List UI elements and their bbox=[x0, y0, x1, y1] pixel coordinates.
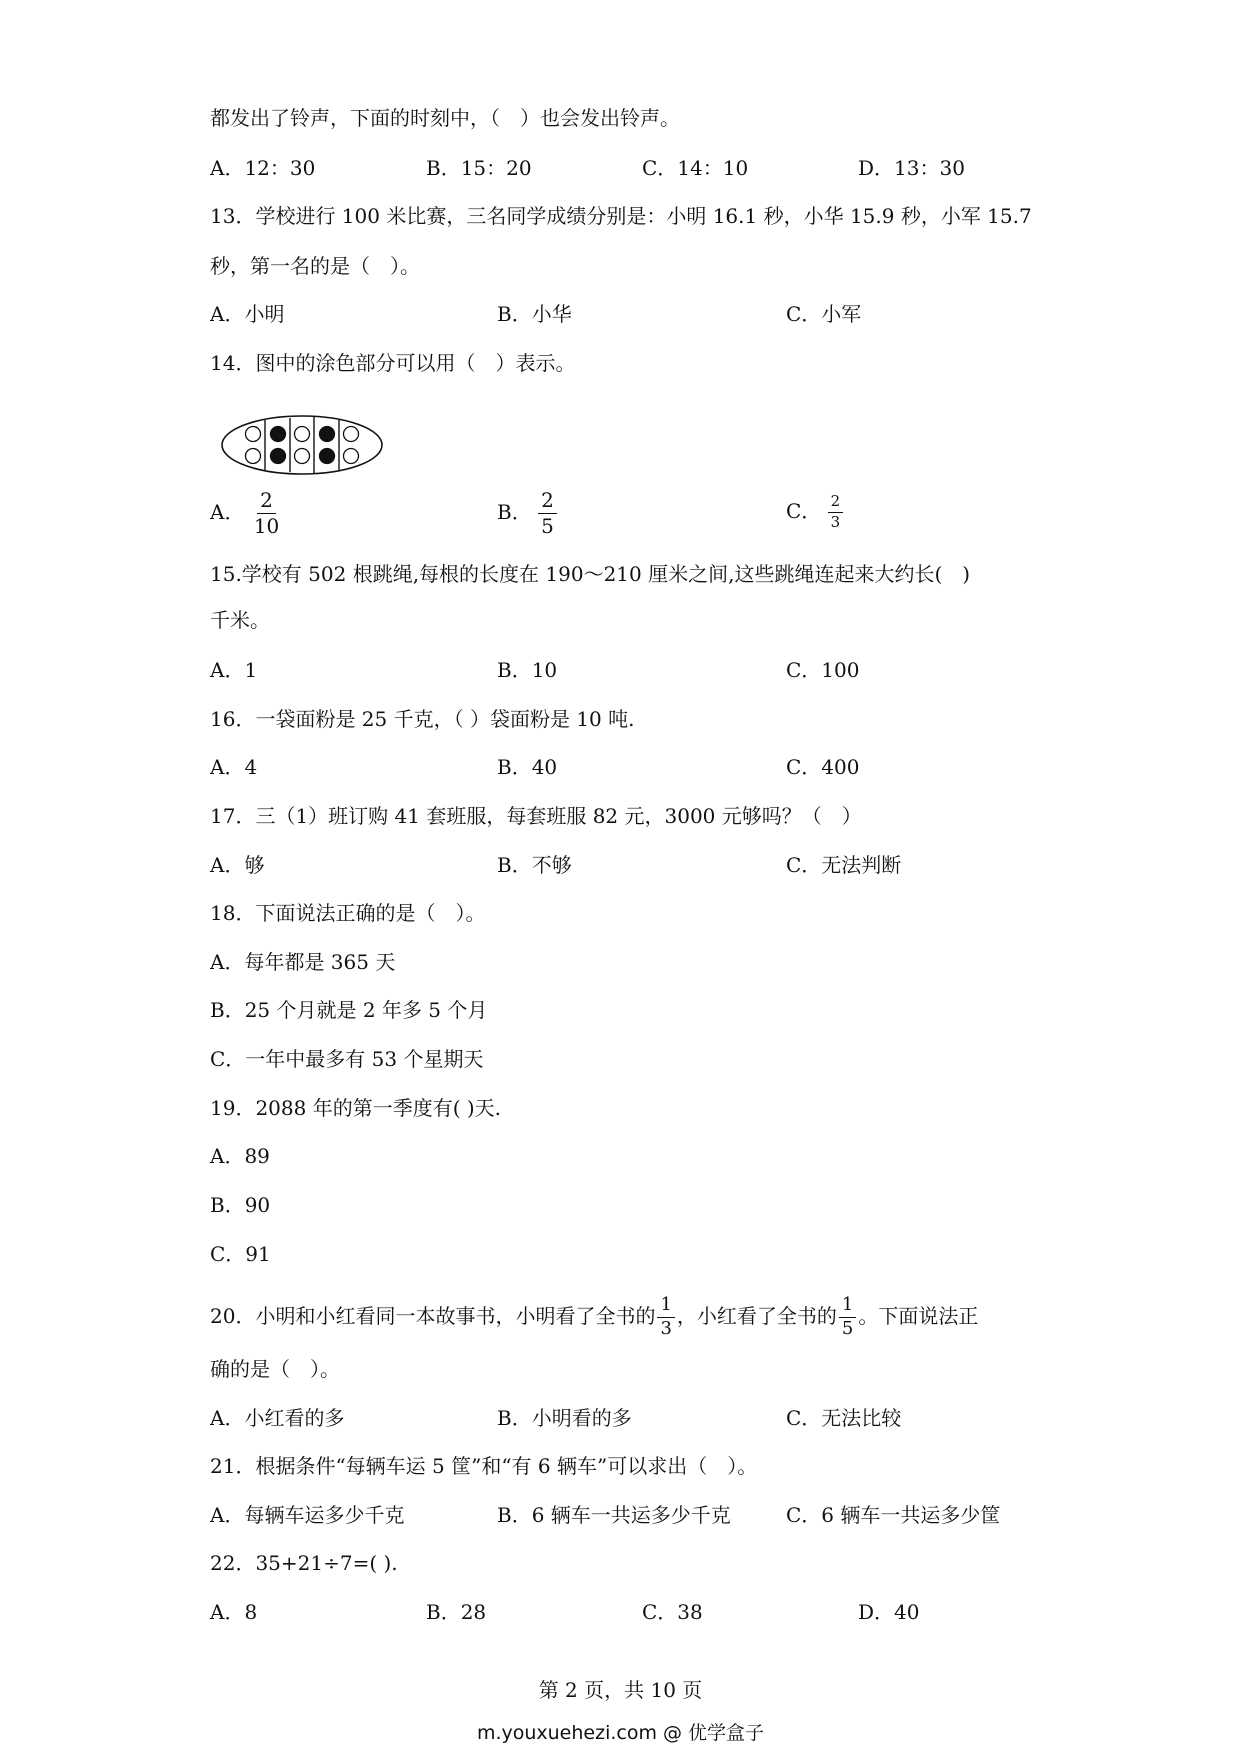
filled-circle bbox=[271, 449, 286, 464]
empty-circle bbox=[246, 449, 261, 464]
fraction-denominator: 5 bbox=[841, 1317, 854, 1339]
q14-shaded-circles-figure bbox=[220, 414, 384, 476]
empty-circle bbox=[295, 427, 310, 442]
q13-stem-line1: 13．学校进行 100 米比赛，三名同学成绩分别是：小明 16.1 秒，小华 15.9 秒，小军 15.7 bbox=[210, 204, 1032, 228]
q16-option-a[interactable]: A．4 bbox=[210, 755, 258, 779]
q12-stem-tail: 都发出了铃声，下面的时刻中，（ ）也会发出铃声。 bbox=[210, 106, 680, 130]
q17-option-b[interactable]: B．不够 bbox=[497, 853, 572, 877]
q18-option-c[interactable]: C．一年中最多有 53 个星期天 bbox=[210, 1047, 484, 1071]
q16-option-c[interactable]: C．400 bbox=[786, 755, 860, 779]
fraction-numerator: 2 bbox=[257, 490, 276, 514]
q18-option-a[interactable]: A．每年都是 365 天 bbox=[210, 950, 396, 974]
q22-option-c[interactable]: C．38 bbox=[642, 1600, 703, 1624]
watermark: m.youxuehezi.com @ 优学盒子 bbox=[476, 1722, 765, 1744]
q22-option-a[interactable]: A．8 bbox=[210, 1600, 258, 1624]
q18-stem: 18．下面说法正确的是（ ）。 bbox=[210, 901, 486, 925]
q14-option-c-fraction bbox=[828, 494, 844, 531]
q15-option-c[interactable]: C．100 bbox=[786, 658, 860, 682]
q14-option-a[interactable] bbox=[210, 490, 282, 537]
q19-stem: 19．2088 年的第一季度有( )天. bbox=[210, 1096, 502, 1120]
q14-option-b-label: B． bbox=[497, 500, 532, 524]
q15-option-b[interactable]: B．10 bbox=[497, 658, 558, 682]
q19-option-c[interactable]: C．91 bbox=[210, 1242, 271, 1266]
empty-circle bbox=[344, 449, 359, 464]
q20-fraction-one-fifth bbox=[839, 1296, 856, 1339]
q17-option-a[interactable]: A．够 bbox=[210, 853, 265, 877]
fraction-denominator: 5 bbox=[541, 514, 554, 538]
q21-stem: 21．根据条件“每辆车运 5 筐”和“有 6 辆车”可以求出（ ）。 bbox=[210, 1454, 758, 1478]
q18-option-b[interactable]: B．25 个月就是 2 年多 5 个月 bbox=[210, 998, 488, 1022]
q14-option-a-fraction bbox=[251, 490, 282, 537]
q16-stem: 16．一袋面粉是 25 千克，（ ）袋面粉是 10 吨. bbox=[210, 707, 635, 731]
fraction-numerator: 1 bbox=[657, 1296, 674, 1318]
q13-stem-line2: 秒，第一名的是（ ）。 bbox=[210, 254, 420, 278]
q20-option-c[interactable]: C．无法比较 bbox=[786, 1406, 902, 1430]
q14-option-b-fraction bbox=[538, 490, 557, 537]
filled-circle bbox=[320, 449, 335, 464]
q12-option-a[interactable]: A．12：30 bbox=[210, 156, 316, 180]
q13-option-a[interactable]: A．小明 bbox=[210, 302, 285, 326]
q20-stem-part3: 。下面说法正 bbox=[858, 1303, 979, 1328]
q12-option-d[interactable]: D．13：30 bbox=[858, 156, 965, 180]
empty-circle bbox=[344, 427, 359, 442]
q15-option-a[interactable]: A．1 bbox=[210, 658, 258, 682]
page-number: 第 2 页，共 10 页 bbox=[538, 1678, 703, 1702]
q20-option-a[interactable]: A．小红看的多 bbox=[210, 1406, 345, 1430]
q14-option-c[interactable] bbox=[786, 494, 843, 531]
q14-option-b[interactable] bbox=[497, 490, 557, 537]
q17-stem: 17．三（1）班订购 41 套班服，每套班服 82 元，3000 元够吗？（ ） bbox=[210, 804, 862, 828]
q20-stem-part2: ，小红看了全书的 bbox=[676, 1303, 837, 1328]
q12-option-c[interactable]: C．14：10 bbox=[642, 156, 749, 180]
q22-option-b[interactable]: B．28 bbox=[426, 1600, 487, 1624]
filled-circle bbox=[271, 427, 286, 442]
q20-stem-part1: 20．小明和小红看同一本故事书，小明看了全书的 bbox=[210, 1303, 656, 1328]
figure-outline bbox=[222, 416, 382, 474]
q21-option-a[interactable]: A．每辆车运多少千克 bbox=[210, 1503, 405, 1527]
q17-option-c[interactable]: C．无法判断 bbox=[786, 853, 902, 877]
q20-fraction-one-third bbox=[657, 1296, 674, 1339]
filled-circle bbox=[320, 427, 335, 442]
q20-stem-line1 bbox=[210, 1296, 978, 1339]
q13-option-c[interactable]: C．小军 bbox=[786, 302, 862, 326]
q14-stem: 14．图中的涂色部分可以用（ ）表示。 bbox=[210, 351, 576, 375]
q20-stem-line2: 确的是（ ）。 bbox=[210, 1357, 340, 1381]
q16-option-b[interactable]: B．40 bbox=[497, 755, 558, 779]
q21-option-c[interactable]: C．6 辆车一共运多少筐 bbox=[786, 1503, 1001, 1527]
q14-option-c-label: C． bbox=[786, 498, 822, 523]
q13-option-b[interactable]: B．小华 bbox=[497, 302, 572, 326]
q19-option-b[interactable]: B．90 bbox=[210, 1193, 271, 1217]
q15-stem-line1: 15.学校有 502 根跳绳,每根的长度在 190～210 厘米之间,这些跳绳连起来大约长( ) bbox=[210, 562, 971, 586]
fraction-denominator: 3 bbox=[660, 1317, 672, 1339]
empty-circle bbox=[246, 427, 261, 442]
q12-option-b[interactable]: B．15：20 bbox=[426, 156, 532, 180]
q21-option-b[interactable]: B．6 辆车一共运多少千克 bbox=[497, 1503, 731, 1527]
q22-option-d[interactable]: D．40 bbox=[858, 1600, 920, 1624]
q19-option-a[interactable]: A．89 bbox=[210, 1144, 270, 1168]
q15-stem-line2: 千米。 bbox=[210, 608, 270, 632]
q22-stem: 22．35+21÷7=( ). bbox=[210, 1551, 398, 1575]
fraction-denominator: 10 bbox=[253, 514, 280, 538]
fraction-numerator: 2 bbox=[828, 494, 844, 513]
fraction-numerator: 2 bbox=[538, 490, 557, 514]
fraction-numerator: 1 bbox=[839, 1296, 856, 1318]
q14-option-a-label: A． bbox=[210, 500, 245, 524]
q20-option-b[interactable]: B．小明看的多 bbox=[497, 1406, 632, 1430]
fraction-denominator: 3 bbox=[830, 512, 841, 531]
empty-circle bbox=[295, 449, 310, 464]
